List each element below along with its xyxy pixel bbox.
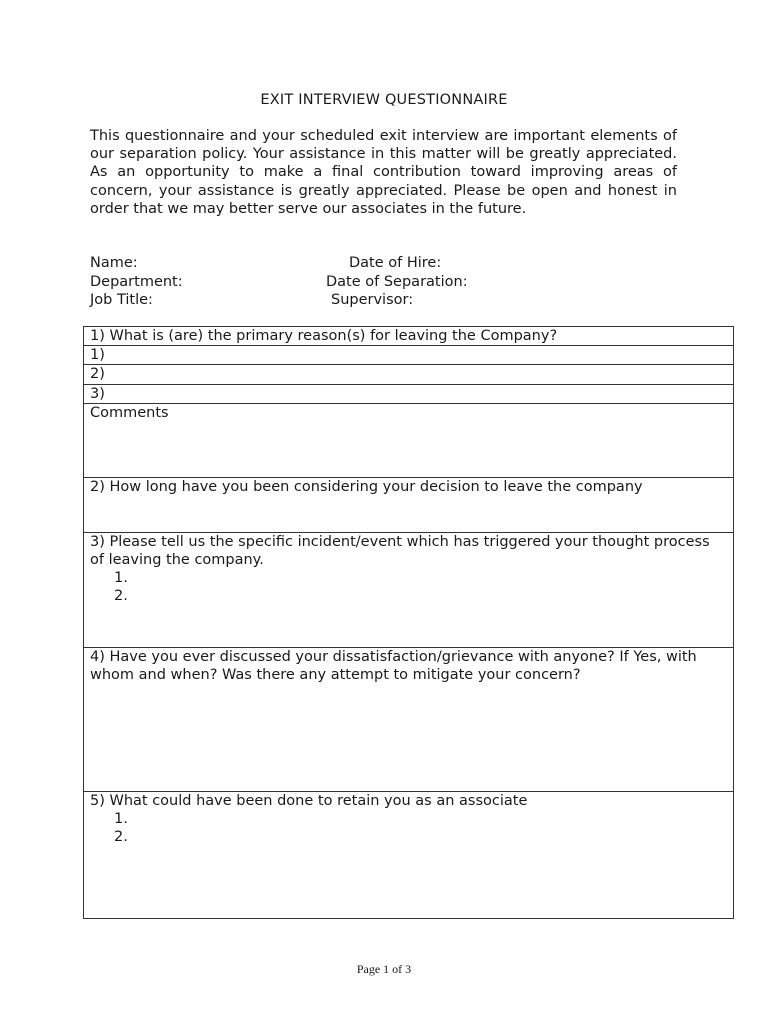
department-label: Department:: [90, 274, 183, 290]
question-2[interactable]: 2) How long have you been considering your decision to leave the company: [84, 477, 734, 532]
table-row[interactable]: [84, 477, 734, 532]
question-3: 3) Please tell us the specific incident/event which has triggered your thought process of leaving the company.: [90, 533, 710, 569]
date-of-separation-label: Date of Separation:: [326, 274, 468, 290]
date-of-hire-label: Date of Hire:: [349, 255, 442, 271]
question-3-item-2: 2.: [114, 588, 128, 605]
job-title-label: Job Title:: [90, 292, 153, 308]
reason-1-field[interactable]: 1): [84, 346, 734, 365]
table-row[interactable]: [84, 532, 734, 647]
table-row[interactable]: [84, 403, 734, 477]
reason-2-field[interactable]: 2): [84, 365, 734, 384]
question-3-cell[interactable]: [84, 532, 734, 647]
table-row[interactable]: [84, 384, 734, 403]
name-label: Name:: [90, 255, 138, 271]
table-row[interactable]: [84, 791, 734, 918]
question-5-item-1: 1.: [114, 811, 128, 828]
document-title: EXIT INTERVIEW QUESTIONNAIRE: [260, 92, 508, 108]
table-row[interactable]: [84, 365, 734, 384]
page-number: Page 1 of 3: [356, 962, 412, 976]
comments-field[interactable]: Comments: [84, 403, 734, 477]
reason-3-field[interactable]: 3): [84, 384, 734, 403]
question-5-item-2: 2.: [114, 829, 128, 846]
table-row[interactable]: [84, 346, 734, 365]
question-4[interactable]: 4) Have you ever discussed your dissatisfaction/grievance with anyone? If Yes, with whom and when? Was there any attempt to mitigate your concern?: [84, 647, 734, 791]
table-row[interactable]: [84, 647, 734, 791]
intro-paragraph: This questionnaire and your scheduled exit interview are important elements of our separation policy. Your assistance in this matter will be greatly appreciated. As an opportunity to make a final contribution toward improving areas of concern, your assistance is greatly appreciated. Please be open and honest in order that we may better serve our associates in the future.: [90, 128, 677, 217]
questionnaire-table: [83, 326, 734, 919]
question-3-item-1: 1.: [114, 570, 128, 587]
question-5: 5) What could have been done to retain you as an associate: [90, 792, 528, 809]
table-row: [84, 327, 734, 346]
question-1: 1) What is (are) the primary reason(s) for leaving the Company?: [84, 327, 734, 346]
supervisor-label: Supervisor:: [331, 292, 414, 308]
question-5-cell[interactable]: [84, 791, 734, 918]
